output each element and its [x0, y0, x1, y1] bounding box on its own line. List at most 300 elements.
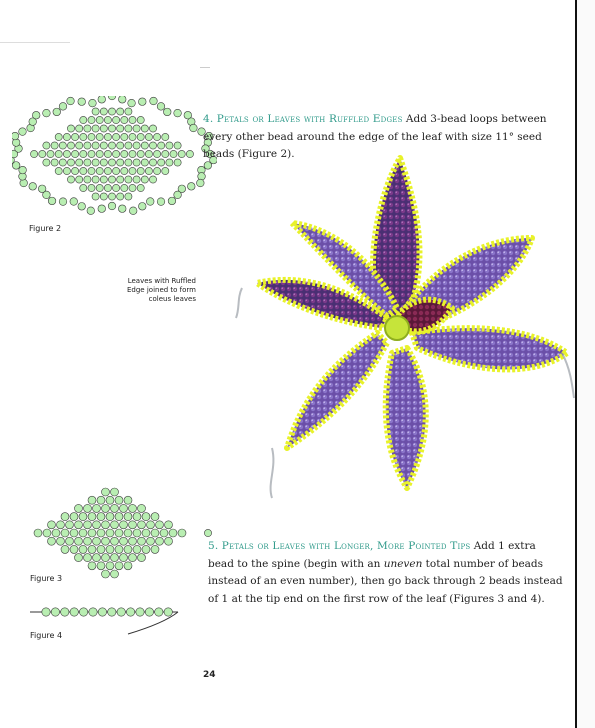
bead — [178, 529, 186, 537]
bead — [151, 529, 159, 537]
bead — [92, 108, 99, 115]
bead — [76, 159, 83, 166]
bead — [47, 150, 54, 157]
bead — [76, 125, 83, 132]
bead — [34, 529, 42, 537]
bead — [100, 176, 107, 183]
bead — [197, 179, 205, 187]
bead — [88, 150, 95, 157]
bead — [128, 99, 136, 107]
bead — [129, 150, 136, 157]
bead — [88, 496, 96, 504]
bead — [84, 521, 92, 529]
bead — [67, 125, 74, 132]
bead — [51, 159, 58, 166]
bead — [102, 537, 110, 545]
bead — [84, 504, 92, 512]
bead — [89, 99, 97, 107]
bead — [115, 562, 123, 570]
bead — [80, 150, 87, 157]
bead — [121, 116, 128, 123]
bead — [137, 116, 144, 123]
figure-2-caption: Figure 2 — [29, 224, 62, 233]
bead — [88, 184, 95, 191]
bead — [187, 183, 195, 191]
bead — [118, 96, 126, 103]
bead — [145, 150, 152, 157]
bead — [174, 159, 181, 166]
bead — [57, 521, 65, 529]
bead — [20, 179, 28, 187]
bead — [106, 513, 114, 521]
petals — [257, 158, 567, 488]
bead — [96, 133, 103, 140]
bead — [113, 116, 120, 123]
bead — [198, 173, 206, 181]
bead — [104, 116, 111, 123]
bead — [149, 176, 156, 183]
bead — [61, 529, 69, 537]
petal-lower-left — [287, 333, 387, 448]
beaded-coleus-photo — [232, 148, 577, 508]
bead — [124, 496, 132, 504]
bead — [43, 159, 50, 166]
bead — [89, 608, 97, 616]
bead — [138, 537, 146, 545]
bead — [133, 159, 140, 166]
bead — [147, 537, 155, 545]
bead — [93, 504, 101, 512]
bead — [137, 184, 144, 191]
bead — [79, 545, 87, 553]
bead — [121, 150, 128, 157]
bead — [106, 562, 114, 570]
bead — [111, 521, 119, 529]
bead — [100, 108, 107, 115]
bead — [154, 167, 161, 174]
step-4-number: 4. — [203, 113, 214, 125]
bead — [154, 133, 161, 140]
bead — [115, 513, 123, 521]
bead — [151, 513, 159, 521]
bead — [108, 108, 115, 115]
top-rule — [0, 42, 70, 43]
bead — [12, 132, 19, 140]
step-5-number: 5. — [208, 540, 219, 552]
bead — [80, 116, 87, 123]
petal-lower-right — [386, 348, 426, 488]
bead — [190, 124, 198, 132]
bead — [67, 176, 74, 183]
bead — [142, 529, 150, 537]
photo-caption: Leaves with Ruffled Edge joined to form coleus leaves — [127, 277, 196, 303]
bead — [61, 513, 69, 521]
step-5-paragraph — [208, 538, 564, 608]
step-5-body-2: total number of beads instead of an even number), then go back through 2 beads instead of 1 at the tip end on the first row of the leaf (Figures 3 and 4). — [208, 557, 563, 605]
bead — [162, 150, 169, 157]
bead — [92, 193, 99, 200]
bead — [19, 128, 27, 136]
bead — [42, 608, 50, 616]
bead — [88, 167, 95, 174]
bead — [76, 142, 83, 149]
bead — [63, 167, 70, 174]
bead — [80, 167, 87, 174]
bead — [98, 608, 106, 616]
bead — [78, 203, 86, 211]
bead — [117, 142, 124, 149]
bead — [168, 197, 176, 205]
page-number: 24 — [203, 670, 216, 680]
bead — [96, 116, 103, 123]
bead — [125, 142, 132, 149]
bead — [75, 521, 83, 529]
page-gutter — [577, 0, 595, 728]
bead — [98, 205, 106, 213]
bead — [138, 521, 146, 529]
bead — [141, 142, 148, 149]
bead — [126, 608, 134, 616]
bead — [67, 159, 74, 166]
bead — [102, 521, 110, 529]
step-4-body: Add 3-bead loops between every other bead around the edge of the leaf with size 11° seed beads (Figure 2). — [203, 113, 547, 160]
bead — [141, 176, 148, 183]
bead — [147, 521, 155, 529]
bead — [39, 150, 46, 157]
bead — [138, 98, 146, 106]
bead — [84, 176, 91, 183]
step-4-title: Petals or Leaves with Ruffled Edges — [216, 113, 403, 125]
bead — [59, 103, 67, 111]
step-5-title: Petals or Leaves with Longer, More Pointed Tips — [221, 540, 471, 552]
bead — [88, 562, 96, 570]
bead — [79, 513, 87, 521]
bead — [129, 554, 137, 562]
bead — [100, 193, 107, 200]
bead — [55, 133, 62, 140]
bead — [141, 125, 148, 132]
bead — [165, 521, 173, 529]
bead — [150, 97, 158, 105]
bead — [133, 545, 141, 553]
petal-right — [412, 328, 567, 369]
bead — [79, 529, 87, 537]
bead — [66, 521, 74, 529]
bead — [98, 96, 106, 103]
bead — [145, 608, 153, 616]
bead — [93, 521, 101, 529]
bead — [75, 554, 83, 562]
bead — [138, 554, 146, 562]
bead — [97, 562, 105, 570]
bead — [141, 159, 148, 166]
bead — [97, 496, 105, 504]
bead — [51, 142, 58, 149]
bead — [102, 504, 110, 512]
bead — [63, 150, 70, 157]
bead — [76, 176, 83, 183]
bead — [108, 159, 115, 166]
bead — [117, 108, 124, 115]
bead — [70, 513, 78, 521]
step-5-body-italic: uneven — [383, 557, 423, 570]
bead — [63, 133, 70, 140]
bead — [97, 513, 105, 521]
bead — [120, 537, 128, 545]
bead — [113, 167, 120, 174]
bead — [117, 159, 124, 166]
bead — [151, 545, 159, 553]
bead — [169, 529, 177, 537]
bead — [162, 167, 169, 174]
bead — [155, 608, 163, 616]
bead — [70, 608, 78, 616]
bead — [156, 537, 164, 545]
bead — [104, 167, 111, 174]
bead — [108, 96, 116, 100]
bead — [120, 504, 128, 512]
bead — [88, 529, 96, 537]
bead — [111, 488, 119, 496]
bead — [124, 545, 132, 553]
bead — [75, 504, 83, 512]
bead — [48, 537, 56, 545]
bead — [174, 191, 182, 199]
bead — [111, 570, 119, 578]
bead — [100, 159, 107, 166]
bead — [174, 109, 182, 117]
bead — [129, 116, 136, 123]
bead — [87, 207, 95, 215]
bead — [43, 109, 51, 117]
bead — [19, 166, 27, 174]
bead — [70, 198, 78, 206]
bead — [88, 133, 95, 140]
bead — [52, 529, 60, 537]
figure-4-caption: Figure 4 — [30, 631, 63, 640]
bead — [124, 529, 132, 537]
bead — [160, 529, 168, 537]
bead — [157, 198, 165, 206]
bead — [61, 545, 69, 553]
bead — [72, 167, 79, 174]
bead — [136, 608, 144, 616]
bead — [72, 133, 79, 140]
bead — [129, 167, 136, 174]
bead — [137, 133, 144, 140]
bead — [108, 202, 116, 210]
bead — [137, 150, 144, 157]
bead — [84, 125, 91, 132]
bead — [117, 125, 124, 132]
bead — [84, 159, 91, 166]
bead — [124, 562, 132, 570]
bead — [84, 142, 91, 149]
bead — [48, 521, 56, 529]
bead — [78, 98, 86, 106]
bead — [108, 193, 115, 200]
bead — [38, 185, 46, 193]
bead — [32, 111, 40, 119]
bead — [142, 513, 150, 521]
bead — [166, 142, 173, 149]
bead — [133, 125, 140, 132]
bead — [149, 142, 156, 149]
bead — [145, 167, 152, 174]
bead — [162, 133, 169, 140]
bead — [102, 488, 110, 496]
bead — [80, 133, 87, 140]
bead — [174, 142, 181, 149]
bead — [79, 608, 87, 616]
bead — [129, 521, 137, 529]
bead — [31, 150, 38, 157]
bead — [106, 496, 114, 504]
bead — [96, 150, 103, 157]
bead — [92, 159, 99, 166]
bead — [59, 159, 66, 166]
bead — [111, 554, 119, 562]
bead — [125, 159, 132, 166]
bead — [149, 159, 156, 166]
bead — [93, 537, 101, 545]
bead — [137, 167, 144, 174]
figure-2-diagram — [12, 96, 217, 216]
bead — [70, 529, 78, 537]
bead — [57, 537, 65, 545]
bead — [106, 529, 114, 537]
bead — [59, 142, 66, 149]
bead — [115, 496, 123, 504]
bead — [111, 504, 119, 512]
bead — [104, 150, 111, 157]
bead — [104, 184, 111, 191]
bead — [43, 142, 50, 149]
bead — [97, 545, 105, 553]
bead — [166, 159, 173, 166]
bead — [164, 608, 172, 616]
bead — [186, 150, 193, 157]
bead — [120, 554, 128, 562]
bead — [117, 608, 125, 616]
bead — [121, 184, 128, 191]
bead — [96, 167, 103, 174]
bead — [102, 570, 110, 578]
bead — [120, 521, 128, 529]
bead — [113, 133, 120, 140]
bead — [145, 133, 152, 140]
bead — [113, 150, 120, 157]
bead — [129, 184, 136, 191]
bead — [133, 513, 141, 521]
bead — [29, 183, 37, 191]
bead — [106, 545, 114, 553]
bead — [124, 513, 132, 521]
bead — [88, 513, 96, 521]
bead — [67, 97, 75, 105]
bead — [100, 142, 107, 149]
bead — [100, 125, 107, 132]
bead — [142, 545, 150, 553]
bead — [108, 608, 116, 616]
bead — [48, 197, 56, 205]
bead — [133, 142, 140, 149]
bead — [129, 504, 137, 512]
bead — [113, 184, 120, 191]
bead — [125, 108, 132, 115]
bead — [51, 608, 59, 616]
bead — [129, 537, 137, 545]
bead — [170, 150, 177, 157]
bead — [157, 103, 165, 111]
bead — [53, 108, 61, 116]
bead — [70, 545, 78, 553]
figure-3-diagram — [18, 485, 218, 585]
bead — [55, 150, 62, 157]
bead — [84, 537, 92, 545]
bead — [92, 125, 99, 132]
bead — [88, 545, 96, 553]
bead — [121, 133, 128, 140]
bead — [59, 198, 67, 206]
bead — [121, 167, 128, 174]
bead — [88, 116, 95, 123]
bead — [84, 554, 92, 562]
top-mark — [200, 67, 210, 68]
step-5-body-1: Add 1 extra bead to the spine (begin with an — [208, 540, 536, 570]
bead — [117, 193, 124, 200]
bead — [96, 184, 103, 191]
flower-center — [385, 316, 409, 340]
bead — [61, 608, 69, 616]
bead — [138, 203, 146, 211]
bead — [146, 198, 154, 206]
bead — [92, 142, 99, 149]
bead — [108, 142, 115, 149]
bead — [115, 545, 123, 553]
bead — [66, 537, 74, 545]
bead — [125, 125, 132, 132]
bead — [129, 133, 136, 140]
bead — [108, 125, 115, 132]
bead — [149, 125, 156, 132]
bead — [154, 150, 161, 157]
bead — [92, 176, 99, 183]
bead — [97, 529, 105, 537]
bead — [80, 184, 87, 191]
bead — [75, 537, 83, 545]
bead — [102, 554, 110, 562]
bead — [67, 142, 74, 149]
bead — [129, 207, 137, 215]
bead — [118, 205, 126, 213]
figure-3-caption: Figure 3 — [30, 574, 63, 583]
bead — [104, 133, 111, 140]
bead — [125, 193, 132, 200]
bead — [163, 108, 171, 116]
bead — [55, 167, 62, 174]
bead — [158, 159, 165, 166]
bead — [158, 142, 165, 149]
bead — [133, 176, 140, 183]
bead — [138, 504, 146, 512]
bead — [165, 537, 173, 545]
bead — [115, 529, 123, 537]
bead — [111, 537, 119, 545]
bead — [178, 150, 185, 157]
bead — [125, 176, 132, 183]
bead — [204, 529, 211, 536]
